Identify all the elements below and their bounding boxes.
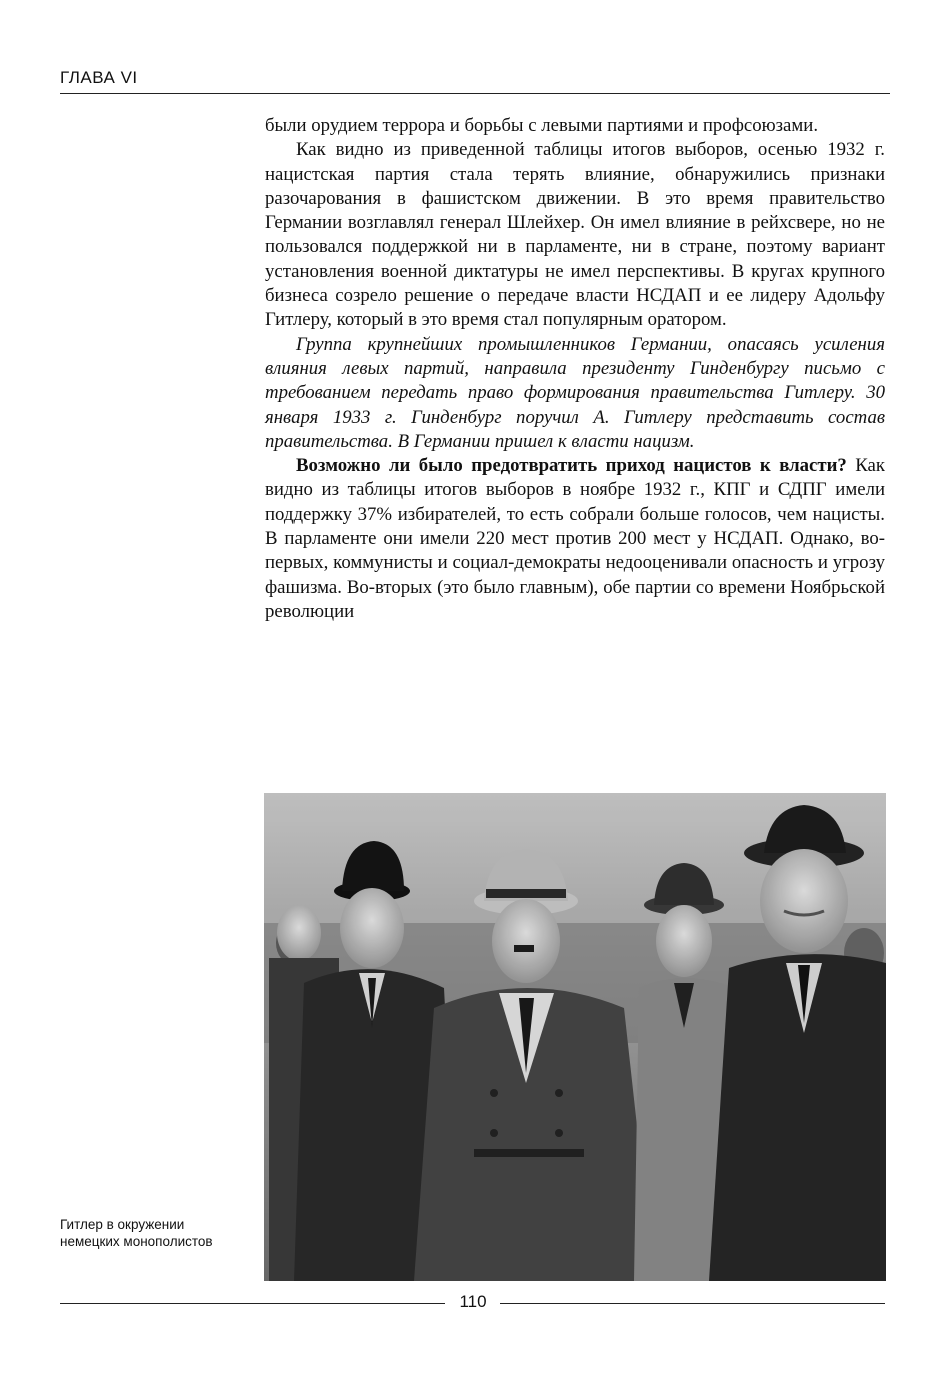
header-divider (60, 93, 890, 94)
chapter-heading: ГЛАВА VI (60, 68, 138, 87)
footer-divider-right (500, 1303, 885, 1304)
footer-divider-left (60, 1303, 445, 1304)
page-number: 110 (459, 1292, 487, 1311)
paragraph-4 (265, 454, 885, 624)
photo-illustration (264, 793, 886, 1281)
paragraph-4-question: Возможно ли было предотвратить приход нацистов к власти? (296, 455, 847, 477)
main-text (265, 114, 885, 624)
photo-caption: Гитлер в окружении немецких монополистов (60, 1217, 213, 1249)
paragraph-2: Как видно из приведенной таблицы итогов выборов, осенью 1932 г. нацистская партия стала терять влияние, обнаружились признаки разочарования в фашистском движении. В это время правительство Германии возглавлял генерал Шлейхер. Он имел влияние в рейхсвере, но не пользовался поддержкой ни в парламенте, ни в стране, поэтому вариант установления военной диктатуры не имел перспективы. В кругах крупного бизнеса созрело решение о передаче власти НСДАП и ее лидеру Адольфу Гитлеру, который в это время стал популярным оратором. (265, 139, 885, 331)
paragraph-4-text: Как видно из таблицы итогов выборов в ноябре 1932 г., КПГ и СДПГ имели поддержку 37% избирателей, то есть собрали больше голосов, чем нацисты. В парламенте они имели 220 мест против 200 мест у НСДАП. Однако, во-первых, коммунисты и социал-демократы недооценивали опасность и угрозу фашизма. Во-вторых (это было главным), обе партии со времени Ноябрьской революции (265, 455, 886, 622)
historical-photo (264, 793, 886, 1281)
paragraph-3-italic: Группа крупнейших промышленников Германии, опасаясь усиления влияния левых партий, направила президенту Гинденбургу письмо с требованием передать право формирования правительства Гитлеру. 30 января 1933 г. Гинденбург поручил А. Гитлеру представить состав правительства. В Германии пришел к власти нацизм. (265, 333, 885, 452)
paragraph-1: были орудием террора и борьбы с левыми партиями и профсоюзами. (265, 115, 819, 136)
